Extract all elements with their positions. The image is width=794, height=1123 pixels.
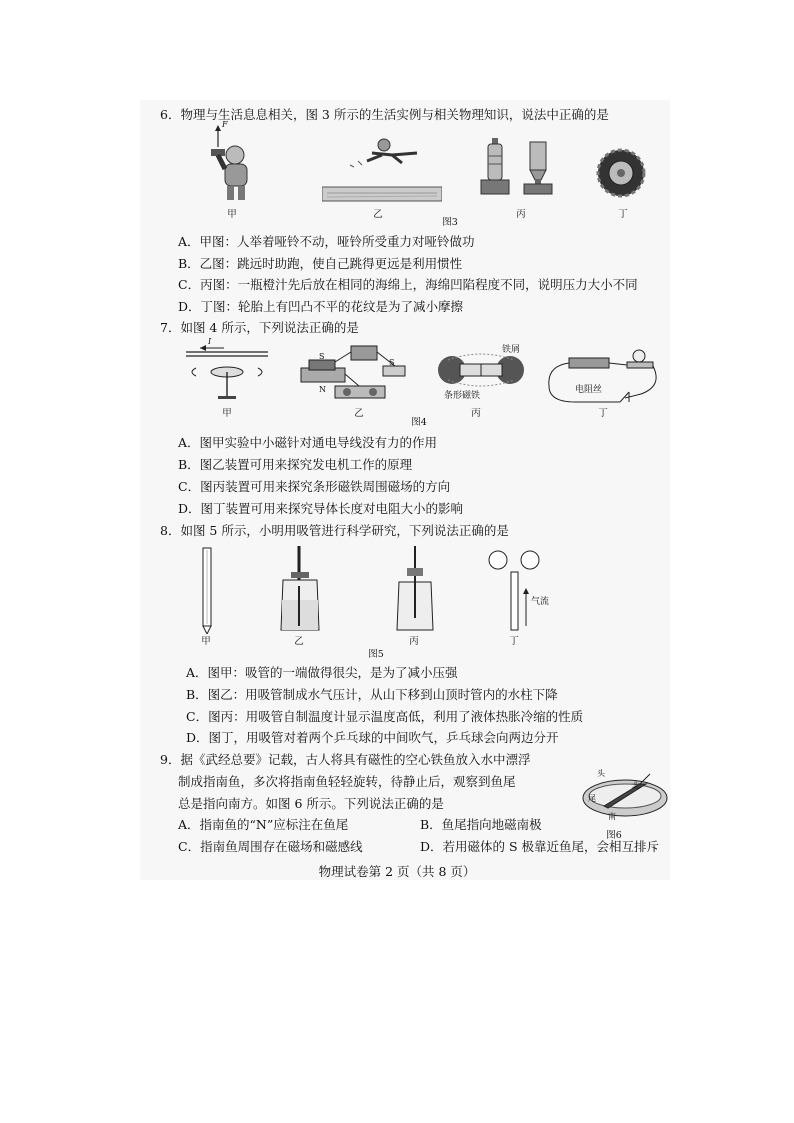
q6-option-b: B．乙图：跳远时助跑，使自己跳得更远是利用惯性 (178, 256, 463, 271)
q9-label-north: 北 (632, 781, 640, 790)
q7-caption-bing: 丙 (471, 408, 481, 419)
q8-caption-ding: 丁 (509, 636, 519, 647)
q7-resistance-wire-label: 电阻丝 (575, 385, 603, 395)
q7-caption-jia: 甲 (222, 408, 232, 419)
q9-option-c: C．指南鱼周围存在磁场和磁感线 (178, 839, 363, 854)
q9-stem-line-2: 制成指南鱼，多次将指南鱼轻轻旋转，待静止后，观察到鱼尾 (178, 774, 516, 789)
q6-option-d: D．丁图：轮胎上有凹凸不平的花纹是为了减小摩擦 (178, 299, 464, 314)
q9-label-head: 头 (597, 769, 605, 778)
q7-pole-s2: S (389, 358, 395, 367)
q9-label-tail: 尾 (588, 794, 596, 803)
q8-airflow-label: 气流 (531, 597, 550, 607)
q6-force-label: F (222, 120, 228, 129)
q7-bar-magnet-label: 条形磁铁 (444, 391, 481, 401)
q7-caption-ding: 丁 (598, 408, 608, 419)
q7-fig-motor-setup (295, 342, 415, 404)
q8-caption-bing: 丙 (409, 636, 419, 647)
q9-option-a: A．指南鱼的“N”应标注在鱼尾 (178, 817, 349, 832)
q7-stem: 7．如图 4 所示，下列说法正确的是 (160, 320, 359, 335)
q8-fig-ping-pong (486, 546, 546, 632)
q6-option-a: A．甲图：人举着哑铃不动，哑铃所受重力对哑铃做功 (178, 234, 475, 249)
q6-caption-yi: 乙 (373, 209, 383, 220)
q6-stem: 6．物理与生活息息相关，图 3 所示的生活实例与相关物理知识，说法中正确的是 (160, 107, 609, 122)
q8-option-b: B．图乙：用吸管制成水气压计，从山下移到山顶时管内的水柱下降 (186, 687, 558, 702)
q7-pole-n: N (319, 385, 326, 394)
q9-figure-title: 图6 (606, 830, 622, 841)
q7-current-label: I (208, 337, 212, 346)
q8-option-c: C．图丙：用吸管自制温度计显示温度高低，利用了液体热胀冷缩的性质 (186, 709, 584, 724)
q8-fig-water-barometer (275, 546, 325, 632)
q6-fig-long-jump (322, 135, 442, 205)
q9-option-b: B．鱼尾指向地磁南极 (420, 817, 542, 832)
q7-fig-bar-magnet (438, 350, 524, 390)
q8-caption-yi: 乙 (294, 636, 304, 647)
q8-fig-straw (198, 546, 216, 634)
q9-stem-line-1: 9．据《武经总要》记载，古人将具有磁性的空心铁鱼放入水中漂浮 (160, 752, 531, 767)
q7-option-a: A．图甲实验中小磁针对通电导线没有力的作用 (178, 435, 438, 450)
q8-stem: 8．如图 5 所示，小明用吸管进行科学研究，下列说法正确的是 (160, 523, 509, 538)
q7-fig-resistance-circuit (545, 346, 665, 406)
q7-iron-filings-label: 铁屑 (502, 345, 521, 355)
q6-fig-weightlifter (205, 125, 265, 205)
q7-option-b: B．图乙装置可用来探究发电机工作的原理 (178, 457, 413, 472)
q6-caption-bing: 丙 (516, 209, 526, 220)
q6-fig-bottles-sponge (478, 138, 558, 198)
q8-option-a: A．图甲：吸管的一端做得很尖，是为了减小压强 (186, 665, 458, 680)
q7-option-c: C．图丙装置可用来探究条形磁铁周围磁场的方向 (178, 479, 451, 494)
q8-caption-jia: 甲 (201, 636, 211, 647)
q8-figure-title: 图5 (368, 649, 384, 660)
q7-fig-wire-compass (182, 340, 272, 402)
q9-stem-line-3: 总是指向南方。如图 6 所示。下列说法正确的是 (178, 796, 444, 811)
q7-figure-title: 图4 (411, 417, 427, 428)
q9-option-d: D．若用磁体的 S 极靠近鱼尾，会相互排斥 (420, 839, 660, 854)
page-footer: 物理试卷第 2 页（共 8 页） (318, 864, 476, 879)
q7-pole-s1: S (319, 352, 325, 361)
q9-label-south: 南 (608, 812, 616, 821)
q6-option-c: C．丙图：一瓶橙汁先后放在相同的海绵上，海绵凹陷程度不同，说明压力大小不同 (178, 277, 638, 292)
q6-fig-tire (596, 148, 646, 198)
q8-option-d: D．图丁，用吸管对着两个乒乓球的中间吹气，乒乓球会向两边分开 (186, 730, 559, 745)
q6-caption-ding: 丁 (618, 209, 628, 220)
q8-fig-thermometer (393, 546, 437, 632)
q6-caption-jia: 甲 (227, 209, 237, 220)
q7-caption-yi: 乙 (354, 408, 364, 419)
q7-option-d: D．图丁装置可用来探究导体长度对电阻大小的影响 (178, 501, 464, 516)
q6-figure-title: 图3 (442, 217, 458, 228)
